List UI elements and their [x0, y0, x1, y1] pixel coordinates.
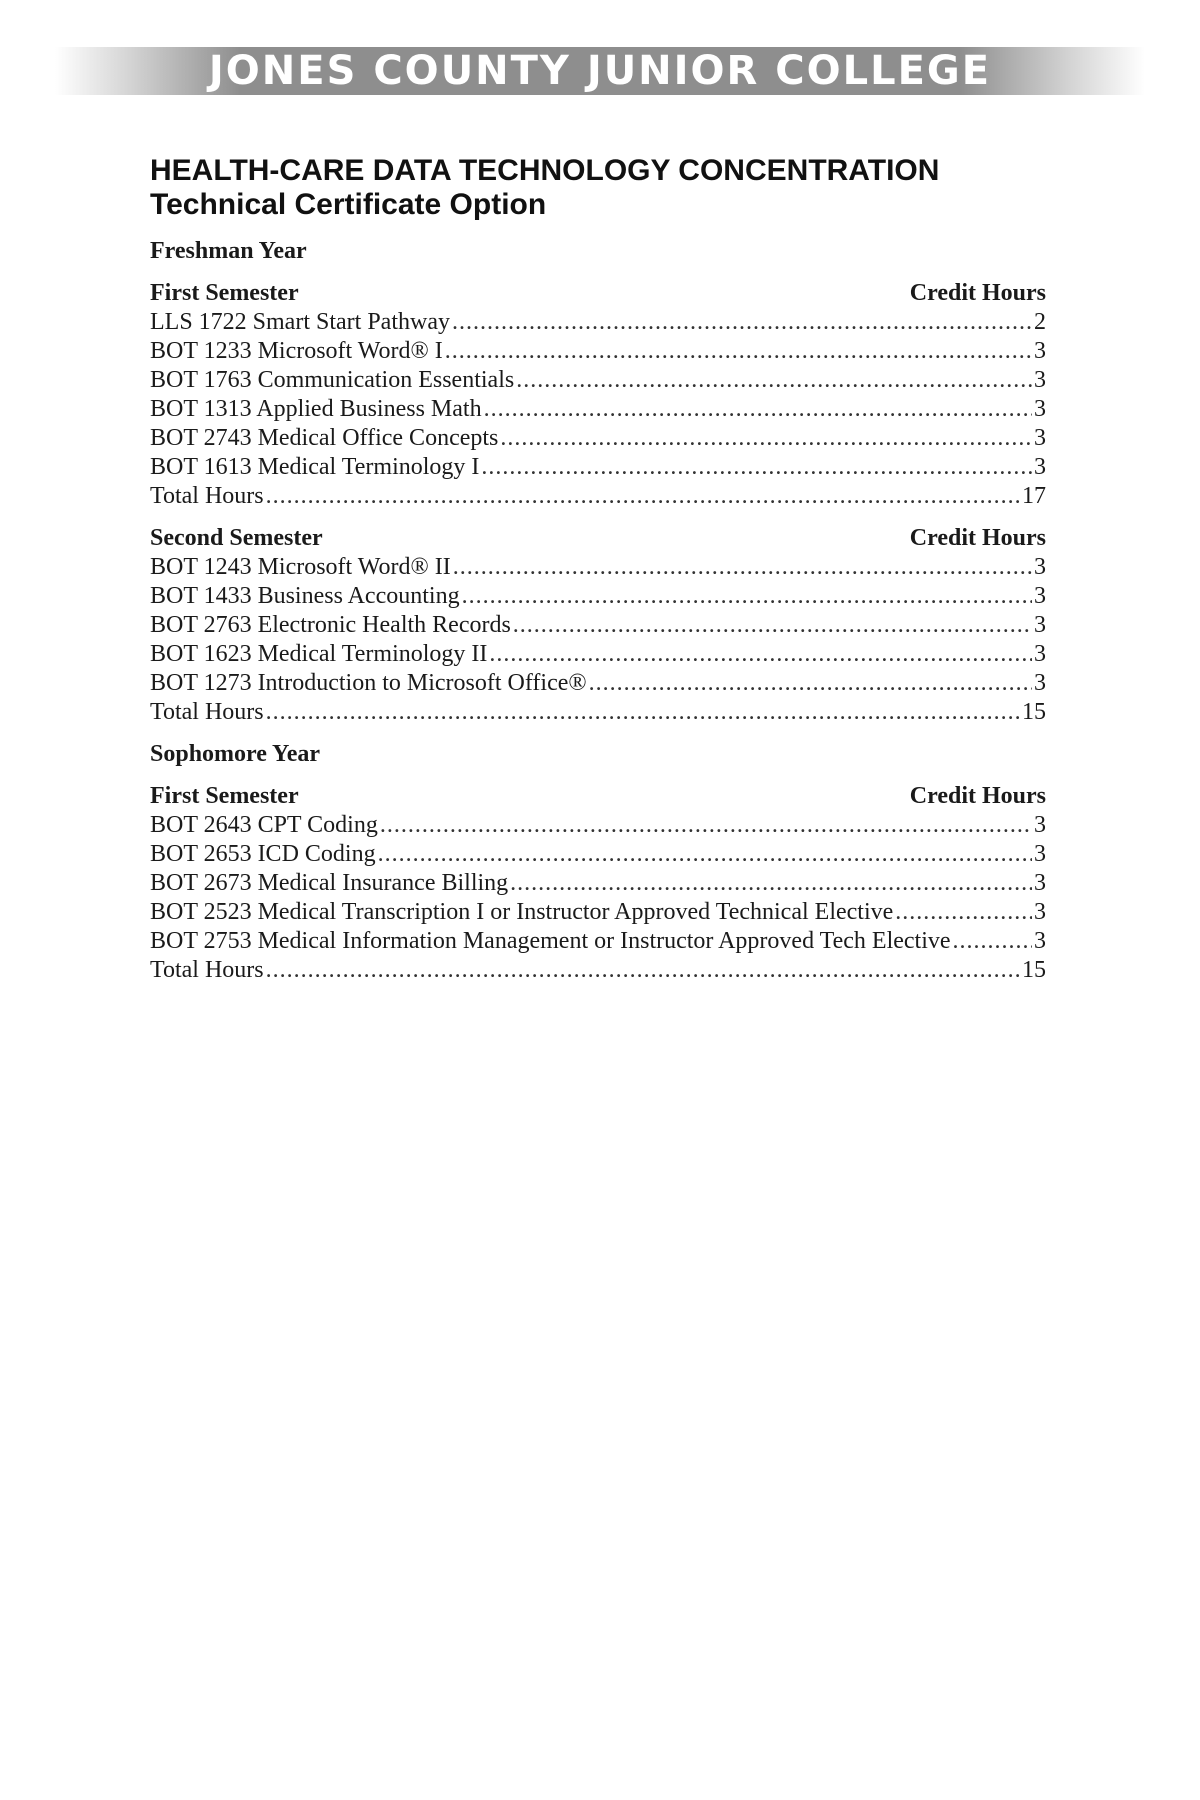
course-name: BOT 1313 Applied Business Math [150, 396, 482, 422]
header-banner [55, 47, 1145, 95]
course-name: BOT 1433 Business Accounting [150, 583, 460, 609]
course-row [150, 669, 1046, 698]
dot-leader [445, 337, 1032, 366]
dot-leader [378, 840, 1032, 869]
semester-header [150, 278, 1046, 308]
freshman-second-semester [150, 523, 1046, 727]
course-hours: 3 [1034, 670, 1046, 696]
dot-leader [380, 811, 1032, 840]
semester-title: Second Semester [150, 525, 323, 551]
sophomore-year-label: Sophomore Year [150, 741, 320, 767]
dot-leader [462, 582, 1032, 611]
dot-leader [266, 482, 1020, 511]
course-hours: 3 [1034, 583, 1046, 609]
course-hours: 3 [1034, 367, 1046, 393]
course-hours: 3 [1034, 612, 1046, 638]
course-name: BOT 1763 Communication Essentials [150, 367, 515, 393]
course-name: BOT 2743 Medical Office Concepts [150, 425, 499, 451]
dot-leader [500, 424, 1032, 453]
course-name: BOT 2673 Medical Insurance Billing [150, 870, 509, 896]
course-name: BOT 1613 Medical Terminology I [150, 454, 480, 480]
dot-leader [484, 395, 1032, 424]
course-name: LLS 1722 Smart Start Pathway [150, 309, 450, 335]
course-row [150, 395, 1046, 424]
course-row [150, 337, 1046, 366]
dot-leader [589, 669, 1032, 698]
page-content [150, 154, 1046, 997]
dot-leader [453, 553, 1032, 582]
course-hours: 3 [1034, 396, 1046, 422]
course-name: BOT 2653 ICD Coding [150, 841, 376, 867]
course-row [150, 453, 1046, 482]
course-hours: 2 [1034, 309, 1046, 335]
dot-leader [513, 611, 1032, 640]
dot-leader [266, 698, 1020, 727]
course-row [150, 553, 1046, 582]
course-hours: 3 [1034, 641, 1046, 667]
total-label: Total Hours [150, 699, 264, 725]
total-hours: 15 [1022, 699, 1046, 725]
total-row [150, 482, 1046, 511]
course-row [150, 611, 1046, 640]
course-hours: 3 [1034, 554, 1046, 580]
semester-header [150, 781, 1046, 811]
semester-title: First Semester [150, 280, 299, 306]
semester-header [150, 523, 1046, 553]
freshman-first-semester [150, 278, 1046, 511]
course-row [150, 640, 1046, 669]
total-row [150, 956, 1046, 985]
course-hours: 3 [1034, 338, 1046, 364]
course-hours: 3 [1034, 841, 1046, 867]
course-hours: 3 [1034, 425, 1046, 451]
concentration-heading: HEALTH-CARE DATA TECHNOLOGY CONCENTRATION [150, 154, 940, 187]
course-row [150, 366, 1046, 395]
dot-leader [452, 308, 1032, 337]
course-row [150, 869, 1046, 898]
course-row [150, 308, 1046, 337]
course-hours: 3 [1034, 899, 1046, 925]
course-row [150, 927, 1046, 956]
dot-leader [895, 898, 1032, 927]
course-row [150, 840, 1046, 869]
course-row [150, 424, 1046, 453]
course-name: BOT 2753 Medical Information Management or Instructor Approved Tech Elective [150, 928, 951, 954]
total-label: Total Hours [150, 957, 264, 983]
course-name: BOT 1273 Introduction to Microsoft Office® [150, 670, 587, 696]
course-hours: 3 [1034, 928, 1046, 954]
total-hours: 17 [1022, 483, 1046, 509]
course-name: BOT 1233 Microsoft Word® I [150, 338, 443, 364]
course-name: BOT 2763 Electronic Health Records [150, 612, 511, 638]
course-row [150, 582, 1046, 611]
dot-leader [489, 640, 1032, 669]
course-row [150, 898, 1046, 927]
credit-hours-label: Credit Hours [909, 280, 1046, 306]
freshman-year-label: Freshman Year [150, 238, 307, 264]
dot-leader [266, 956, 1020, 985]
course-row [150, 811, 1046, 840]
credit-hours-label: Credit Hours [909, 783, 1046, 809]
dot-leader [510, 869, 1032, 898]
dot-leader [481, 453, 1032, 482]
course-hours: 3 [1034, 812, 1046, 838]
certificate-subheading: Technical Certificate Option [150, 188, 547, 221]
course-name: BOT 1243 Microsoft Word® II [150, 554, 451, 580]
course-name: BOT 1623 Medical Terminology II [150, 641, 488, 667]
course-name: BOT 2523 Medical Transcription I or Instructor Approved Technical Elective [150, 899, 894, 925]
dot-leader [516, 366, 1032, 395]
sophomore-first-semester [150, 781, 1046, 985]
course-hours: 3 [1034, 454, 1046, 480]
college-name: JONES COUNTY JUNIOR COLLEGE [208, 48, 992, 94]
credit-hours-label: Credit Hours [909, 525, 1046, 551]
course-name: BOT 2643 CPT Coding [150, 812, 378, 838]
total-row [150, 698, 1046, 727]
dot-leader [953, 927, 1032, 956]
semester-title: First Semester [150, 783, 299, 809]
total-hours: 15 [1022, 957, 1046, 983]
course-hours: 3 [1034, 870, 1046, 896]
total-label: Total Hours [150, 483, 264, 509]
